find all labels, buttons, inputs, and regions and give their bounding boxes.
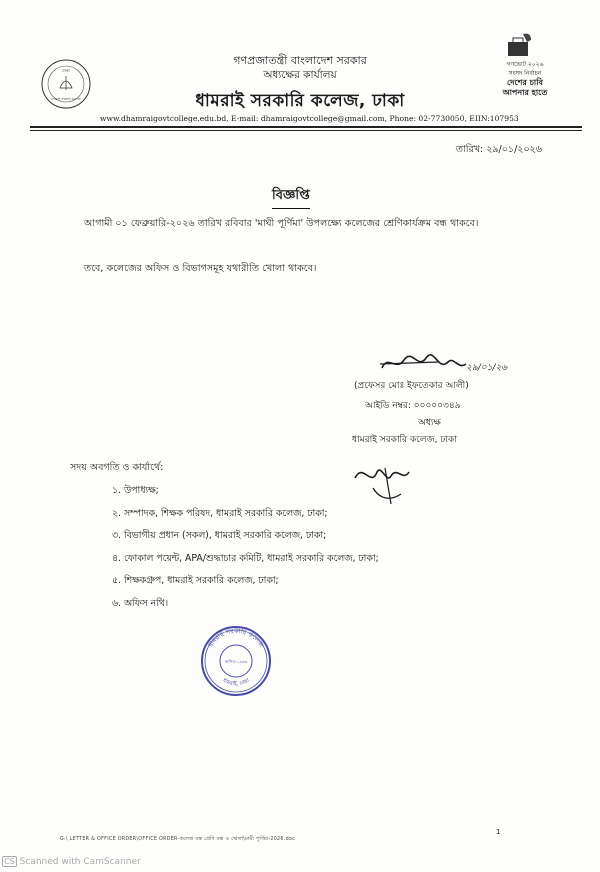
svg-text:ধামরাই, ঢাকা xyxy=(221,678,251,688)
header-rule-thin xyxy=(30,130,582,131)
scanner-watermark xyxy=(0,856,141,867)
college-seal xyxy=(200,625,272,697)
signature-date: ২৯/০১/২৬ xyxy=(466,363,508,373)
header-rule xyxy=(30,126,582,128)
list-item: ৫. শিক্ষকগ্রুপ, ধামরাই সরকারি কলেজ, ঢাকা; xyxy=(112,575,279,587)
slogan-line-4: আপনার হাতে xyxy=(502,88,548,97)
government-line: গণপ্রজাতন্ত্রী বাংলাদেশ সরকার xyxy=(233,54,367,67)
scanner-text: Scanned with CamScanner xyxy=(19,857,141,867)
file-path: G:\ LETTER & OFFICE ORDER\OFFICE ORDER-কলেজ বন্ধ প্রেণি বন্ধ ও খোলা\মাঘী পূর্ণিমা-2026.doc xyxy=(60,837,296,842)
signatory-name: (প্রফেসর মোঃ ইফতেকার আলী) xyxy=(354,381,469,391)
signatory-institution: ধামরাই সরকারি কলেজ, ঢাকা xyxy=(352,435,457,445)
list-item: ৩. বিভাগীয় প্রধান (সকল), ধামরাই সরকারি কলেজ, ঢাকা; xyxy=(112,530,327,542)
issue-date: তারিখ: ২৯/০১/২০২৬ xyxy=(455,144,542,155)
notice-paragraph-1: আগামী ০১ ফেব্রুয়ারি-২০২৬ তারিখ রবিবার 'মাঘী পূর্ণিমা' উপলক্ষ্যে কলেজের শ্রেণিকার্যক্রম বন্ধ থাকবে। xyxy=(84,218,479,229)
slogan-line-1: গণভোট ২০২৬ xyxy=(506,61,544,68)
svg-text:ধামরাই সরকারি কলেজ: ধামরাই সরকারি কলেজ xyxy=(51,97,81,101)
svg-text:ঢাকা: ঢাকা xyxy=(62,68,70,73)
notice-paragraph-2: তবে, কলেজের অফিস ও বিভাগসমূহ যথারীতি খোলা থাকবে। xyxy=(84,263,317,274)
election-logo-icon xyxy=(505,32,535,58)
office-line: অধ্যক্ষের কার্যালয় xyxy=(263,69,337,81)
list-item: ৬. অফিস নথি। xyxy=(112,597,169,609)
seal-inner-text: স্থাপিত-১৯৬৩ xyxy=(224,659,248,664)
signatory-designation: অধ্যক্ষ xyxy=(418,418,441,428)
slogan-line-2: সংসদ নির্বাচন xyxy=(508,70,542,77)
page-number: 1 xyxy=(496,828,501,836)
election-slogan xyxy=(490,60,560,98)
camscanner-icon: CS xyxy=(4,857,15,866)
seal-outer-text: ধামরাই সরকারি কলেজ xyxy=(206,626,266,649)
signatory-id: আইডি নম্বর: ০০০০০৩৪৯ xyxy=(365,401,461,411)
college-name: ধামরাই সরকারি কলেজ, ঢাকা xyxy=(195,91,405,111)
list-item: ২. সম্পাদক, শিক্ষক পরিষদ, ধামরাই সরকারি কলেজ, ঢাকা; xyxy=(112,507,328,519)
contact-line: www.dhamraigovtcollege.edu.bd, E-mail: dhamraigovtcollege@gmail.com, Phone: 02-7730050, EIIN:107953 xyxy=(100,114,519,123)
list-item: ১. উপাধ্যক্ষ; xyxy=(112,485,159,496)
seal-bottom-text: ধামরাই, ঢাকা xyxy=(221,677,251,688)
notice-title: বিজ্ঞপ্তি xyxy=(272,186,310,209)
list-item: ৪. ফোকাল পয়েন্ট, APA/শুদ্ধাচার কমিটি, ধামরাই সরকারি কলেজ, ঢাকা; xyxy=(112,552,379,564)
slogan-line-3: দেশের চাবি xyxy=(507,78,543,87)
distribution-heading: সদয় অবগতি ও কার্যার্থে: xyxy=(70,462,164,473)
distribution-list xyxy=(112,483,379,619)
